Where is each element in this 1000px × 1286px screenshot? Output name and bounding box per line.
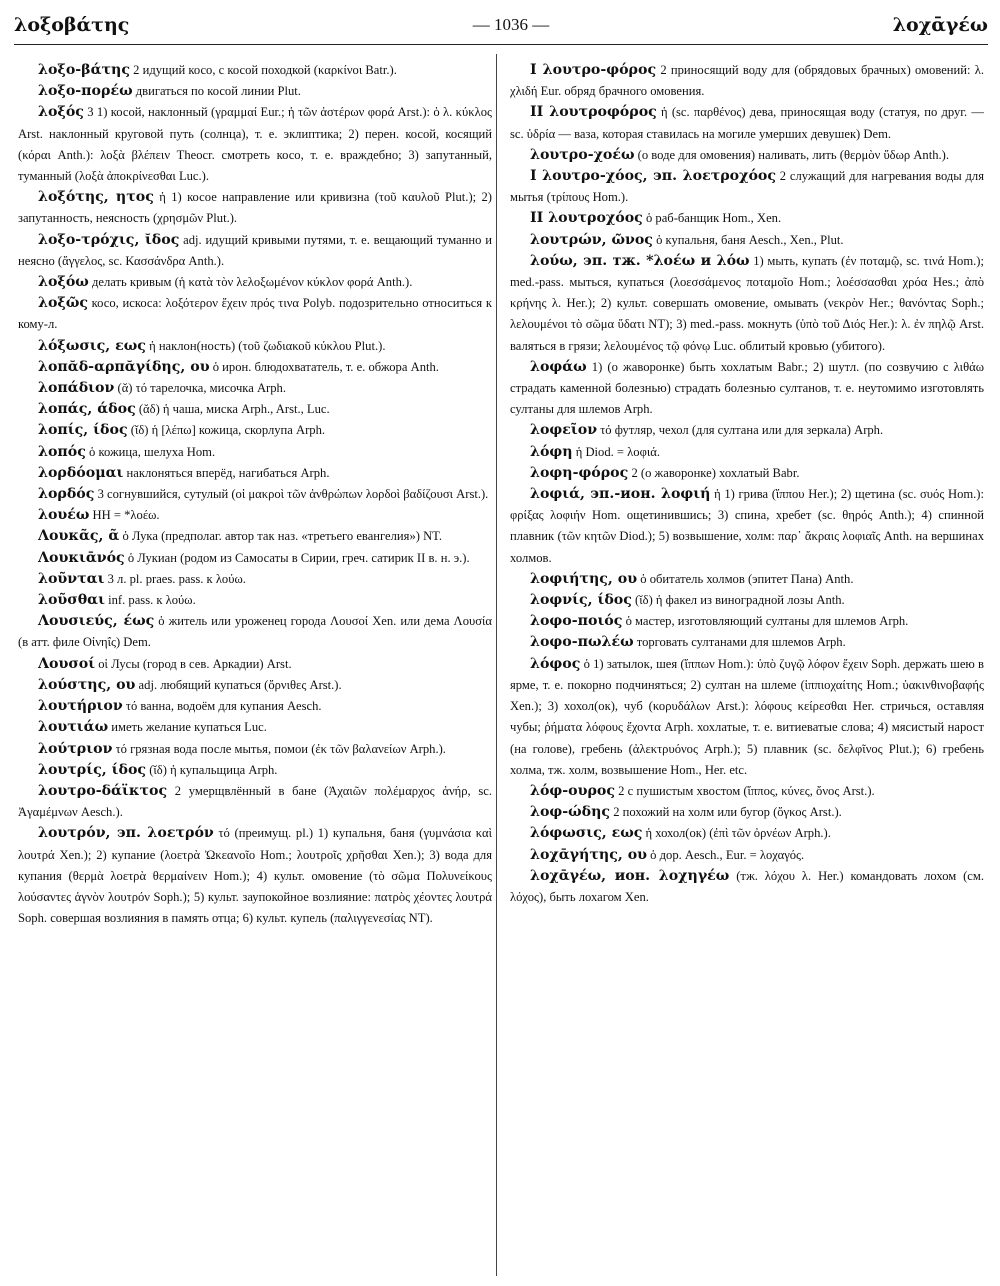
entry-definition: двигаться по косой линии Plut. (132, 84, 301, 99)
left-column (18, 60, 492, 929)
right-column (510, 60, 984, 908)
dictionary-entry (510, 823, 984, 844)
entry-definition: ὁ обитатель холмов (эпитет Пана) Anth. (637, 571, 854, 586)
entry-definition: (ᾰ) τό тарелочка, мисочка Arph. (114, 381, 286, 396)
dictionary-entry (510, 845, 984, 866)
entry-definition: (о воде для омовения) наливать, лить (θερμὸν ὕδωρ Anth.). (634, 147, 950, 162)
entry-headword: λόφωσις, εως (530, 825, 643, 842)
entry-definition: 3 1) косой, наклонный (γραμμαί Eur.; ἡ τῶν ἀστέρων φορά Arst.): ὁ λ. κύκλος Arst. наклонный круговой путь (солнца), т. е. эклиптика; 2) перен. косой, косящий (κόραι Anth.): λοξὰ βλέπειν Theocr. смотреть косо, т. е. враждебно; 3) запутанный, туманный (λοξὰ ἀποκρίνεσθαι Luc.). (18, 105, 492, 184)
dictionary-entry (18, 336, 492, 357)
entry-definition: (ῐδ) ἡ [λέπω] кожица, скорлупа Arph. (127, 423, 326, 438)
dictionary-entry (18, 378, 492, 399)
entry-headword: Λουκᾶς, ᾶ (38, 528, 120, 545)
entry-definition: (ᾰδ) ἡ чаша, миска Arph., Arst., Luc. (135, 402, 330, 417)
dictionary-entry (18, 760, 492, 781)
dictionary-entry (18, 569, 492, 590)
entry-headword: I λουτρο-φόρος (530, 62, 657, 78)
dictionary-entry (18, 102, 492, 187)
dictionary-entry (510, 590, 984, 611)
entry-headword: λόξωσις, εως (38, 337, 146, 354)
dictionary-entry (18, 590, 492, 611)
dictionary-entry (18, 654, 492, 675)
entry-headword: λοπίς, ίδος (38, 422, 128, 439)
entry-headword: λοπάδιον (38, 380, 115, 397)
entry-headword: λουτρο-δάϊκτος (38, 782, 168, 799)
entry-headword: λορδός (38, 486, 95, 503)
entry-definition: ὁ 1) затылок, шея (ἵππων Hom.): ὑπὸ ζυγῷ λόφον ἔχειν Soph. держать шею в ярме, т. е. покорно подчиняться; 2) султан на шлеме (ἱππιοχαίτης Hom.; ὑακινθινοβαφής Xen.); 3) хохол(ок), чуб (κορυδάλων Arst.): λόφους κείρεσθαι Her. стричься, оставляя чубы; ῥήματα λόφους ἔχοντα Arph. хохлатые, т. е. витиеватые слова; 4) мясистый нарост (на голове), гребень (ἀλεκτρυόνος Arph.); 5) плавник (sc. δελφῖνος Plut.); 6) гребень холма, тж. холм, возвышение Hom., Her. etc. (510, 656, 984, 777)
dictionary-entry (18, 60, 492, 81)
page-header (14, 10, 988, 40)
entry-definition: 2 приносящий воду для (обрядовых брачных) омовений: λ. χλιδή Eur. обряд брачного омовения. (510, 63, 985, 99)
header-rule (14, 44, 988, 45)
page-number: — 1036 — (472, 15, 550, 34)
dictionary-entry (510, 802, 984, 823)
entry-headword: Λουσιεύς, έως (38, 613, 155, 630)
dictionary-entry (18, 548, 492, 569)
entry-headword: λοῦσθαι (38, 592, 105, 609)
dictionary-entry (510, 866, 984, 908)
entry-headword: λουτρο-χοέω (530, 146, 635, 163)
entry-definition: 2 идущий косо, с косой походкой (καρκίνοι Batr.). (130, 63, 397, 77)
entry-headword: λουτρών, ῶνος (530, 231, 653, 248)
entry-headword: λούστης, ου (38, 676, 136, 693)
entry-definition: adj. любящий купаться (ὄρνιθες Arst.). (135, 677, 342, 692)
entry-definition: 3 л. pl. praes. pass. к λούω. (104, 571, 246, 586)
entry-definition: косо, искоса: λοξότερον ἔχειν πρός τινα Polyb. подозрительно относиться к кому-л. (18, 296, 492, 332)
running-head-right: λοχᾱγέω (892, 14, 988, 36)
dictionary-entry (510, 632, 984, 653)
entry-headword: λοφνίς, ίδος (530, 592, 632, 609)
entry-headword: λουτρίς, ίδος (38, 761, 147, 778)
entry-headword: λούτριον (38, 740, 113, 757)
entry-headword: II λουτροφόρος (530, 104, 657, 121)
entry-headword: λουτήριον (38, 698, 123, 715)
dictionary-entry (18, 823, 492, 929)
entry-headword: λοξόω (38, 274, 89, 291)
entry-headword: λοφο-ποιός (530, 613, 623, 630)
dictionary-entry (510, 463, 984, 484)
dictionary-entry (18, 399, 492, 420)
entry-definition: ὁ кожица, шелуха Hom. (85, 444, 216, 459)
entry-definition: делать кривым (ἡ κατὰ τὸν λελοξωμένον κύκλον φορά Anth.). (88, 275, 413, 290)
entry-definition: 2 служащий для нагревания воды для мытья (τρίπους Hom.). (510, 169, 984, 205)
entry-headword: λοπάς, άδος (38, 401, 136, 418)
entry-definition: ὁ Лука (предполаг. автор так наз. «третьего евангелия») NT. (119, 529, 443, 544)
dictionary-entry (18, 484, 492, 505)
entry-definition: inf. pass. к λούω. (104, 593, 196, 608)
entry-definition: ἡ (sc. παρθένος) дева, приносящая воду (статуя, по друг. — sc. ὑδρία — ваза, которая ставилась на могиле умерших девушек) Dem. (510, 105, 984, 141)
entry-headword: λουτιάω (38, 719, 109, 736)
entry-headword: λοφάω (530, 358, 587, 375)
entry-definition: 1) (о жаворонке) быть хохлатым Babr.; 2) шутл. (по созвучию с λιθάω страдать каменной болезнью) страдать болезнью султанов, т. е. неутомимо изготовлять султаны для шлемов Arph. (510, 359, 984, 417)
dictionary-entry (510, 569, 984, 590)
entry-headword: I λουτρο-χόος, эп. λοετροχόος (530, 168, 777, 185)
dictionary-entry (510, 102, 984, 144)
dictionary-entry (18, 442, 492, 463)
entry-definition: τό футляр, чехол (для султана или для зеркала) Arph. (597, 423, 884, 438)
dictionary-entry (510, 166, 984, 208)
dictionary-entry (18, 696, 492, 717)
entry-headword: λοπᾰδ-αρπᾰγίδης, ου (38, 358, 210, 375)
dictionary-entry (18, 611, 492, 653)
entry-headword: λοξο-πορέω (38, 83, 133, 100)
entry-definition: ὁ житель или уроженец города Λουσοί Xen. или дема Λουσία (в атт. филе Οἰνηΐς) Dem. (18, 614, 492, 650)
dictionary-entry (18, 293, 492, 335)
entry-headword: λοῦνται (38, 570, 105, 587)
dictionary-entry (510, 420, 984, 441)
entry-headword: Λουκιᾱνός (38, 549, 125, 566)
entry-definition: τό ванна, водоём для купания Aesch. (122, 699, 322, 714)
dictionary-entry (510, 357, 984, 421)
dictionary-entry (18, 675, 492, 696)
entry-headword: II λουτροχόος (530, 210, 643, 227)
dictionary-entry (510, 611, 984, 632)
entry-definition: (тж. λόχου λ. Her.) командовать лохом (см. λόχος), быть лохагом Xen. (510, 868, 985, 904)
dictionary-entry (510, 781, 984, 802)
entry-definition: (ῐδ) ἡ купальщица Arph. (146, 762, 278, 777)
entry-definition: ἡ Diod. = λοφιά. (572, 444, 660, 459)
dictionary-entry (18, 357, 492, 378)
entry-definition: οἱ Лусы (город в сев. Аркадии) Arst. (95, 656, 292, 671)
running-head-left: λοξοβάτης (14, 14, 130, 36)
dictionary-entry (510, 251, 984, 357)
dictionary-entry (18, 505, 492, 526)
entry-definition: (ῐδ) ἡ факел из виноградной лозы Anth. (631, 593, 845, 608)
entry-definition: 2 (о жаворонке) хохлатый Babr. (628, 465, 800, 480)
entry-headword: λοφιά, эп.-ион. λοφιή (530, 486, 711, 503)
dictionary-entry (18, 272, 492, 293)
entry-definition: иметь желание купаться Luc. (108, 720, 267, 735)
entry-headword: λοφ-ώδης (530, 804, 611, 821)
entry-definition: ἡ 1) грива (ἵππου Her.); 2) щетина (sc. συός Hom.): φρίξας λοφιήν Hom. ощетинившись; 3) спина, хребет (sc. θηρός Anth.); 4) спинной плавник (τῶν κητῶν Diod.); 5) возвышение, холм: παρ᾽ ἄκραις λοφιαῖς Anth. на вершинах холмов. (510, 487, 985, 565)
entry-definition: ὁ ирон. блюдохвататель, т. е. обжора Anth. (209, 359, 439, 374)
entry-definition: ὁ дор. Aesch., Eur. = λοχαγός. (647, 847, 805, 862)
entry-headword: λούω, эп. тж. *λοέω и λόω (530, 252, 750, 269)
entry-headword: λοξότης, ητος (38, 189, 154, 206)
dictionary-entry (510, 145, 984, 166)
entry-headword: λουτρόν, эп. λοετρόν (38, 825, 214, 842)
entry-headword: λοφεῖον (530, 422, 598, 439)
dictionary-entry (18, 187, 492, 229)
entry-definition: наклоняться вперёд, нагибаться Arph. (123, 465, 330, 480)
entry-headword: λοξο-τρόχις, ῐδος (38, 231, 180, 248)
entry-definition: ἡ наклон(ность) (τοῦ ζωδιακοῦ κύκλου Plut.). (145, 338, 386, 353)
entry-headword: λοξῶς (38, 295, 88, 312)
dictionary-entry (18, 526, 492, 547)
dictionary-entry (18, 463, 492, 484)
entry-definition: HH = *λοέω. (89, 508, 160, 523)
entry-definition: τό грязная вода после мытья, помои (ἐκ τῶν βαλανείων Arph.). (112, 741, 446, 756)
entry-headword: λοφη-φόρος (530, 464, 629, 481)
dictionary-entry (18, 781, 492, 823)
dictionary-entry (18, 717, 492, 738)
entry-definition: 3 согнувшийся, сутулый (οἱ μακροὶ τῶν ἀνθρώπων λορδοὶ βαδίζουσι Arst.). (94, 487, 489, 502)
entry-headword: λόφος (530, 655, 581, 672)
dictionary-entry (510, 208, 984, 229)
entry-definition: adj. идущий кривыми путями, т. е. вещающий туманно и неясно (ἄγγελος, sc. Κασσάνδρα Anth.). (18, 232, 492, 268)
entry-definition: 1) мыть, купать (ἐν ποταμῷ, sc. τινά Hom.); med.-pass. мыться, купаться (λοεσσάμενος ποταμοῖο Hom.; λοέσσασθαι χρόα Hes.; ἀπὸ κρήνης λ. Her.); 2) культ. совершать омовение, омывать (νεκρὸν Her.; θανόντας Soph.; λελουμένοι τὸ σῶμα ὕδατι NT); 3) med.-pass. мокнуть (ὑπὸ τοῦ Διός Her.): λ. ἐν πηλῷ Arst. валяться в грязи; λελουμένος τῷ φόνῳ Luc. облитый кровью (убитого). (510, 253, 984, 353)
dictionary-entry (510, 60, 984, 102)
entry-definition: 2 умерщвлённый в бане (Ἀχαιῶν πολέμαρχος ἀνήρ, sc. Ἀγαμέμνων Aesch.). (18, 783, 492, 820)
entry-definition: τό (преимущ. pl.) 1) купальня, баня (γυμνάσια καὶ λουτρά Xen.); 2) купание (λοετρὰ Ὠκεανοῖο Hom.; λουτροῖς χρῆσθαι Xen.); 3) вода для купания (θερμὰ λοετρὰ θερμαίνειν Hom.); 4) культ. омовение (τὸ σῶμα Πολυνείκους λούσαντες ἁγνὸν λουτρόν Soph.); 5) культ. заупокойное возлияние: πατρὸς χέοντες λουτρά Soph. совершая возлияния в память отца; 6) культ. купель (παλιγγενεσίας NT). (18, 826, 492, 926)
entry-definition: ἡ хохол(ок) (ἐπὶ τῶν ὀρνέων Arph.). (642, 826, 831, 841)
entry-headword: λοξός (38, 104, 84, 121)
entry-headword: Λουσοί (38, 655, 96, 672)
entry-definition: 2 с пушистым хвостом (ἵππος, κύνες, ὄνος Arst.). (614, 783, 875, 798)
entry-definition: ὁ Лукиан (родом из Самосаты в Сирии, греч. сатирик II в. н. э.). (124, 550, 470, 565)
entry-headword: λοχᾱγήτης, ου (530, 846, 648, 863)
dictionary-entry (510, 654, 984, 781)
dictionary-entry (510, 484, 984, 569)
entry-headword: λόφη (530, 443, 573, 460)
entry-definition: ὁ мастер, изготовляющий султаны для шлемов Arph. (622, 614, 909, 629)
dictionary-entry (510, 442, 984, 463)
entry-headword: λορδόομαι (38, 464, 124, 481)
dictionary-entry (18, 230, 492, 272)
entry-definition: 2 похожий на холм или бугор (ὄγκος Arst.). (610, 805, 842, 820)
entry-definition: ἡ 1) косое направление или кривизна (τοῦ καυλοῦ Plut.); 2) запутанность, неясность (χρησμῶν Plut.). (18, 190, 493, 226)
entry-headword: λουέω (38, 507, 90, 524)
entry-definition: ὁ купальня, баня Aesch., Xen., Plut. (652, 232, 844, 247)
column-divider (496, 54, 497, 1276)
dictionary-entry (18, 81, 492, 102)
entry-headword: λοφο-πωλέω (530, 634, 634, 651)
dictionary-entry (18, 739, 492, 760)
entry-headword: λοξο-βάτης (38, 62, 131, 78)
entry-definition: торговать султанами для шлемов Arph. (633, 635, 846, 650)
entry-definition: ὁ раб-банщик Hom., Xen. (642, 211, 782, 226)
dictionary-entry (510, 230, 984, 251)
entry-headword: λοχᾱγέω, ион. λοχηγέω (530, 867, 730, 884)
dictionary-entry (18, 420, 492, 441)
entry-headword: λόφ-ουρος (530, 782, 615, 799)
entry-headword: λοπός (38, 443, 86, 460)
entry-headword: λοφιήτης, ου (530, 570, 638, 587)
